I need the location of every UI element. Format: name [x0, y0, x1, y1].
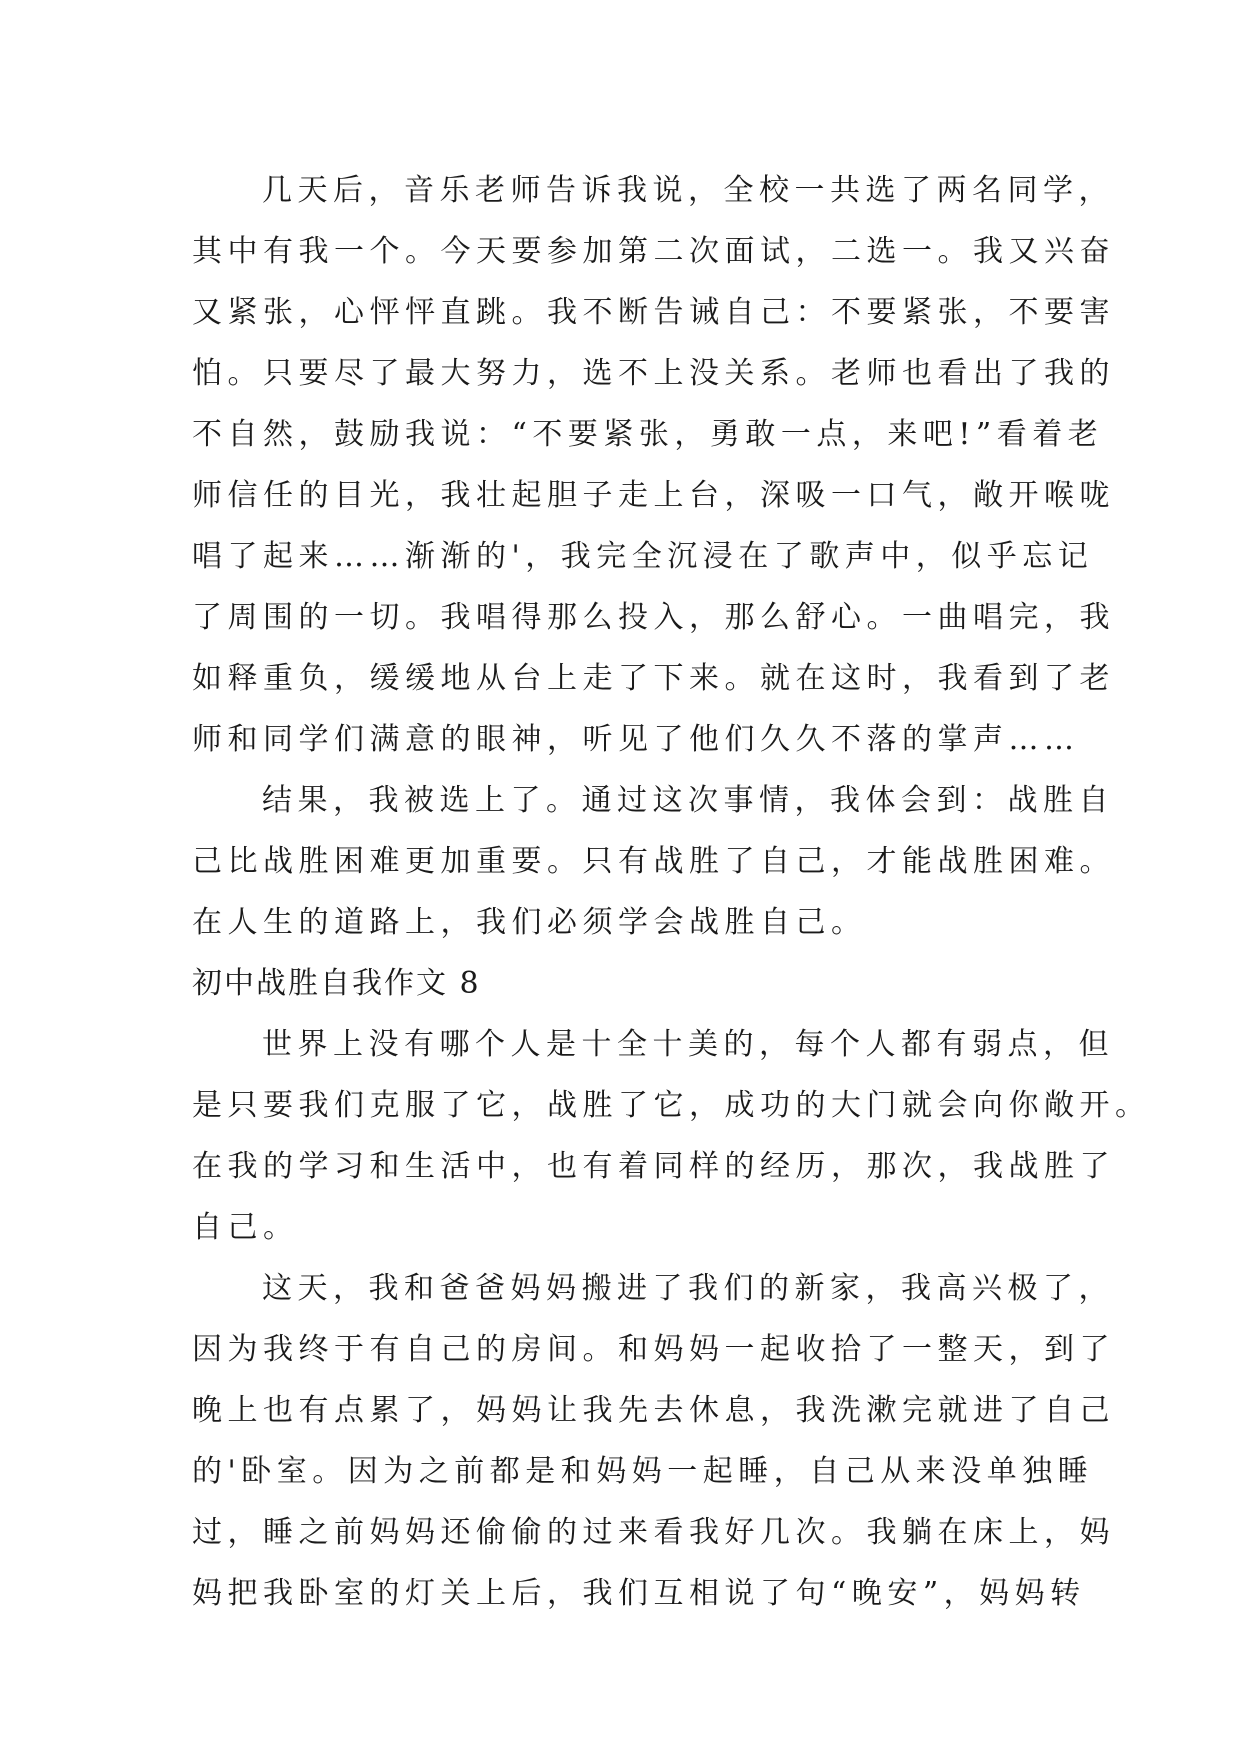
- paragraph-line: 师和同学们满意的眼神，听见了他们久久不落的掌声……: [192, 722, 1080, 757]
- paragraph-line: 唱了起来……渐渐的'，我完全沉浸在了歌声中，似乎忘记: [192, 539, 1094, 574]
- paragraph-line: 在人生的道路上，我们必须学会战胜自己。: [192, 905, 867, 940]
- paragraph-line: 结果，我被选上了。通过这次事情，我体会到：战胜自: [262, 783, 1114, 818]
- paragraph-line: 这天，我和爸爸妈妈搬进了我们的新家，我高兴极了，: [262, 1271, 1114, 1306]
- paragraph-line: 不自然，鼓励我说：“不要紧张，勇敢一点，来吧!”看着老: [192, 417, 1104, 452]
- paragraph-line: 世界上没有哪个人是十全十美的，每个人都有弱点，但: [262, 1027, 1114, 1062]
- paragraph-line: 妈把我卧室的灯关上后，我们互相说了句“晚安”，妈妈转: [192, 1576, 1086, 1611]
- document-body: [192, 160, 1151, 1624]
- paragraph-line: 又紧张，心怦怦直跳。我不断告诫自己：不要紧张，不要害: [192, 295, 1115, 330]
- essay-title: 初中战胜自我作文 8: [192, 966, 481, 1001]
- paragraph-line: 自己。: [192, 1210, 299, 1245]
- paragraph-line: 是只要我们克服了它，战胜了它，成功的大门就会向你敞开。: [192, 1088, 1151, 1123]
- paragraph-line: 过，睡之前妈妈还偷偷的过来看我好几次。我躺在床上，妈: [192, 1515, 1115, 1550]
- paragraph-line: 了周围的一切。我唱得那么投入，那么舒心。一曲唱完，我: [192, 600, 1115, 635]
- paragraph-line: 的'卧室。因为之前都是和妈妈一起睡，自己从来没单独睡: [192, 1454, 1094, 1489]
- paragraph-line: 其中有我一个。今天要参加第二次面试，二选一。我又兴奋: [192, 234, 1115, 269]
- paragraph-line: 怕。只要尽了最大努力，选不上没关系。老师也看出了我的: [192, 356, 1115, 391]
- paragraph-line: 因为我终于有自己的房间。和妈妈一起收拾了一整天，到了: [192, 1332, 1115, 1367]
- paragraph-line: 在我的学习和生活中，也有着同样的经历，那次，我战胜了: [192, 1149, 1115, 1184]
- paragraph-line: 己比战胜困难更加重要。只有战胜了自己，才能战胜困难。: [192, 844, 1115, 879]
- paragraph-line: 几天后，音乐老师告诉我说，全校一共选了两名同学，: [262, 173, 1114, 208]
- paragraph-line: 师信任的目光，我壮起胆子走上台，深吸一口气，敞开喉咙: [192, 478, 1115, 513]
- paragraph-line: 晚上也有点累了，妈妈让我先去休息，我洗漱完就进了自己: [192, 1393, 1115, 1428]
- paragraph-line: 如释重负，缓缓地从台上走了下来。就在这时，我看到了老: [192, 661, 1115, 696]
